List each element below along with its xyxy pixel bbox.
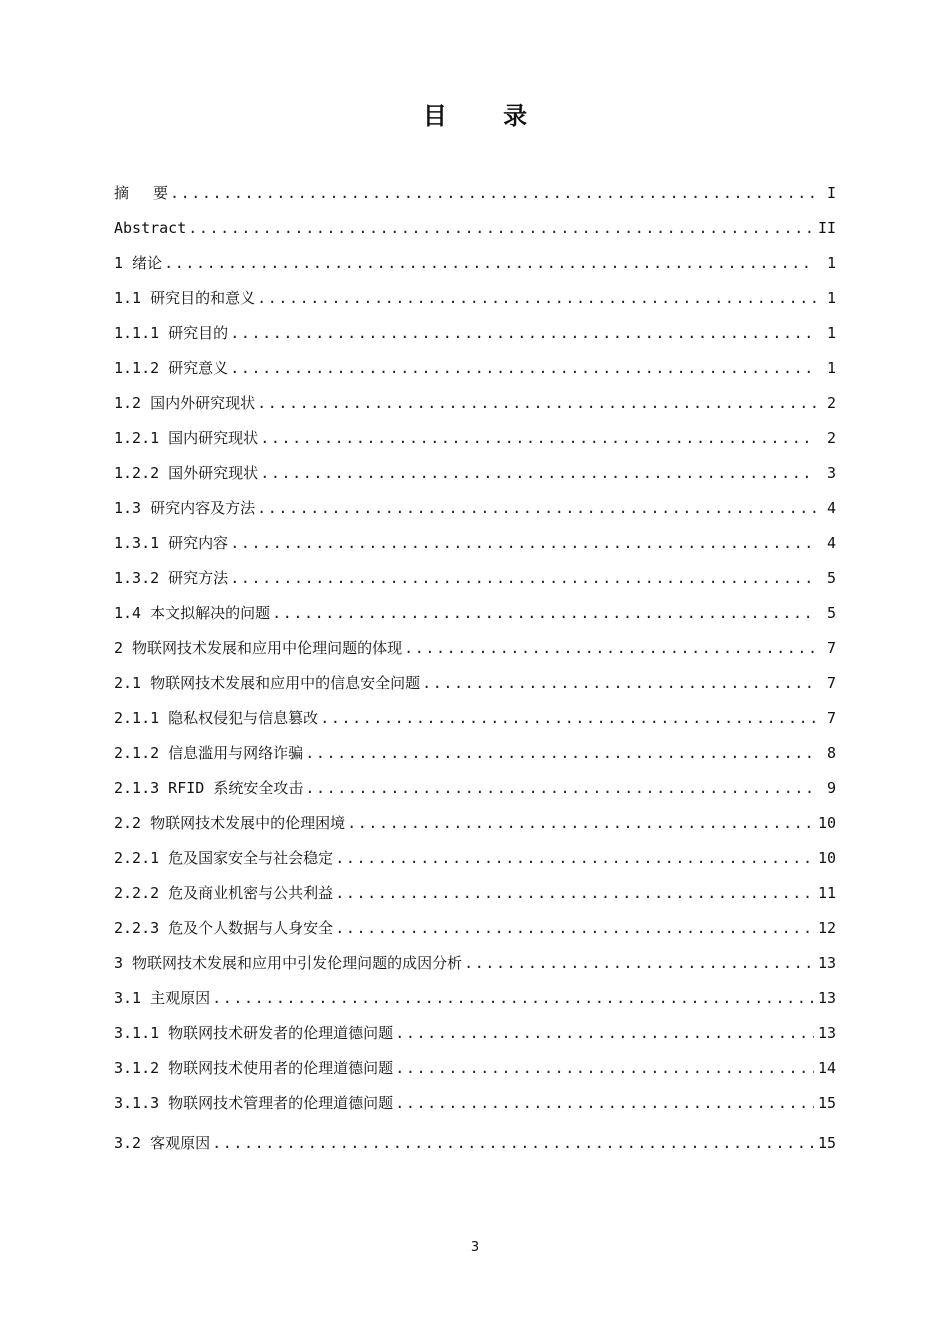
toc-entry-label: 2.2 物联网技术发展中的伦理困境 <box>114 814 346 832</box>
toc-entry-page: 3 <box>826 464 836 482</box>
toc-dot-leader <box>230 526 816 561</box>
toc-dot-leader <box>257 386 816 421</box>
toc-entry[interactable] <box>114 1016 836 1051</box>
toc-entry-label: 1.2.2 国外研究现状 <box>114 464 259 482</box>
toc-entry-label: 2.1.2 信息滥用与网络诈骗 <box>114 744 304 762</box>
toc-dot-leader <box>464 946 814 981</box>
toc-entry-page: 1 <box>826 254 836 272</box>
toc-entry-label: Abstract <box>114 219 187 237</box>
toc-entry-page: 13 <box>817 989 836 1007</box>
toc-entry-label: 1.1.2 研究意义 <box>114 359 229 377</box>
toc-entry[interactable] <box>114 316 836 351</box>
toc-dot-leader <box>212 1124 814 1162</box>
toc-dot-leader <box>257 281 816 316</box>
toc-entry-label: 2.1 物联网技术发展和应用中的信息安全问题 <box>114 674 421 692</box>
toc-entry-page: 1 <box>826 359 836 377</box>
toc-entry[interactable] <box>114 596 836 631</box>
toc-entry[interactable] <box>114 456 836 491</box>
toc-dot-leader <box>422 666 816 701</box>
toc-dot-leader <box>347 806 814 841</box>
toc-entry[interactable] <box>114 771 836 806</box>
toc-entry-page: 15 <box>817 1094 836 1112</box>
toc-entry-label: 3.2 客观原因 <box>114 1134 211 1152</box>
toc-dot-leader <box>230 561 816 596</box>
toc-entry[interactable] <box>114 946 836 981</box>
toc-entry-label: 3.1 主观原因 <box>114 989 211 1007</box>
toc-entry-label: 1 绪论 <box>114 254 163 272</box>
toc-dot-leader <box>272 596 816 631</box>
toc-entry-label: 2.2.1 危及国家安全与社会稳定 <box>114 849 334 867</box>
toc-entry[interactable] <box>114 351 836 386</box>
toc-entry[interactable] <box>114 736 836 771</box>
toc-entry[interactable] <box>114 246 836 281</box>
toc-entry-page: 5 <box>826 569 836 587</box>
toc-entry[interactable] <box>114 421 836 456</box>
toc-entry[interactable] <box>114 666 836 701</box>
toc-entry-page: 8 <box>826 744 836 762</box>
toc-entry-page: II <box>817 219 836 237</box>
toc-dot-leader <box>395 1051 814 1086</box>
toc-entry-label: 1.2 国内外研究现状 <box>114 394 256 412</box>
toc-entry[interactable] <box>114 386 836 421</box>
toc-entry-page: 15 <box>817 1134 836 1152</box>
toc-entry[interactable] <box>114 841 836 876</box>
toc-entry[interactable] <box>114 876 836 911</box>
toc-dot-leader <box>395 1086 814 1121</box>
toc-entry-page: 13 <box>817 954 836 972</box>
toc-entry[interactable] <box>114 631 836 666</box>
toc-entry-page: 1 <box>826 289 836 307</box>
toc-entry[interactable] <box>114 281 836 316</box>
toc-entry-page: 7 <box>826 674 836 692</box>
toc-entry-page: 9 <box>826 779 836 797</box>
toc-entry[interactable] <box>114 526 836 561</box>
toc-dot-leader <box>170 176 816 211</box>
toc-entry-label: 2.1.1 隐私权侵犯与信息篡改 <box>114 709 319 727</box>
toc-entry-label: 1.2.1 国内研究现状 <box>114 429 259 447</box>
toc-entry-page: 7 <box>826 709 836 727</box>
toc-entry-label: 1.3 研究内容及方法 <box>114 499 256 517</box>
toc-entry[interactable] <box>114 211 836 246</box>
toc-entry[interactable] <box>114 491 836 526</box>
toc-dot-leader <box>230 351 816 386</box>
toc-dot-leader <box>260 421 816 456</box>
toc-entry-page: I <box>826 184 836 202</box>
toc-entry[interactable] <box>114 176 836 211</box>
toc-entry-label: 2.2.3 危及个人数据与人身安全 <box>114 919 334 937</box>
toc-entry-label: 2.2.2 危及商业机密与公共利益 <box>114 884 334 902</box>
toc-entry[interactable] <box>114 561 836 596</box>
toc-dot-leader <box>257 491 816 526</box>
toc-entry[interactable] <box>114 1086 836 1121</box>
toc-entry-page: 4 <box>826 534 836 552</box>
toc-entry-page: 7 <box>826 639 836 657</box>
toc-dot-leader <box>164 246 816 281</box>
toc-entry-label: 2 物联网技术发展和应用中伦理问题的体现 <box>114 639 403 657</box>
toc-entry-page: 4 <box>826 499 836 517</box>
toc-entry-page: 2 <box>826 394 836 412</box>
toc-dot-leader <box>212 981 814 1016</box>
toc-entry-page: 14 <box>817 1059 836 1077</box>
page-title: 目 录 <box>422 102 552 130</box>
toc-dot-leader <box>335 911 814 946</box>
toc-dot-leader <box>395 1016 814 1051</box>
toc-entry-page: 10 <box>817 814 836 832</box>
toc-dot-leader <box>305 736 816 771</box>
toc-entry[interactable] <box>114 1051 836 1086</box>
toc-dot-leader <box>404 631 816 666</box>
toc-entry[interactable] <box>114 981 836 1016</box>
toc-entry-page: 5 <box>826 604 836 622</box>
toc-entry-page: 11 <box>817 884 836 902</box>
toc-entry-label: 1.3.2 研究方法 <box>114 569 229 587</box>
toc-entry-label: 3.1.1 物联网技术研发者的伦理道德问题 <box>114 1024 394 1042</box>
toc-entry-page: 13 <box>817 1024 836 1042</box>
toc-dot-leader <box>230 316 816 351</box>
toc-entry-page: 12 <box>817 919 836 937</box>
toc-dot-leader <box>260 456 816 491</box>
toc-dot-leader <box>188 211 814 246</box>
toc-entry-label: 3 物联网技术发展和应用中引发伦理问题的成因分析 <box>114 954 463 972</box>
page-number: 3 <box>470 1240 480 1255</box>
toc-dot-leader <box>335 876 814 911</box>
toc-entry-label: 3.1.3 物联网技术管理者的伦理道德问题 <box>114 1094 394 1112</box>
toc-entry-label: 1.4 本文拟解决的问题 <box>114 604 271 622</box>
toc-entry-page: 10 <box>817 849 836 867</box>
toc-entry[interactable] <box>114 701 836 736</box>
toc-entry[interactable] <box>114 806 836 841</box>
toc-entry-page: 2 <box>826 429 836 447</box>
toc-entry[interactable] <box>114 1124 836 1162</box>
toc-entry-label: 1.1.1 研究目的 <box>114 324 229 342</box>
toc-dot-leader <box>335 841 814 876</box>
toc-dot-leader <box>320 701 816 736</box>
table-of-contents <box>114 176 836 1162</box>
toc-entry-label: 3.1.2 物联网技术使用者的伦理道德问题 <box>114 1059 394 1077</box>
toc-entry-label: 2.1.3 RFID 系统安全攻击 <box>114 779 304 797</box>
toc-entry-label: 1.1 研究目的和意义 <box>114 289 256 307</box>
toc-entry-label: 摘 要 <box>114 184 169 202</box>
toc-dot-leader <box>305 771 816 806</box>
toc-entry-page: 1 <box>826 324 836 342</box>
toc-entry[interactable] <box>114 911 836 946</box>
toc-entry-label: 1.3.1 研究内容 <box>114 534 229 552</box>
